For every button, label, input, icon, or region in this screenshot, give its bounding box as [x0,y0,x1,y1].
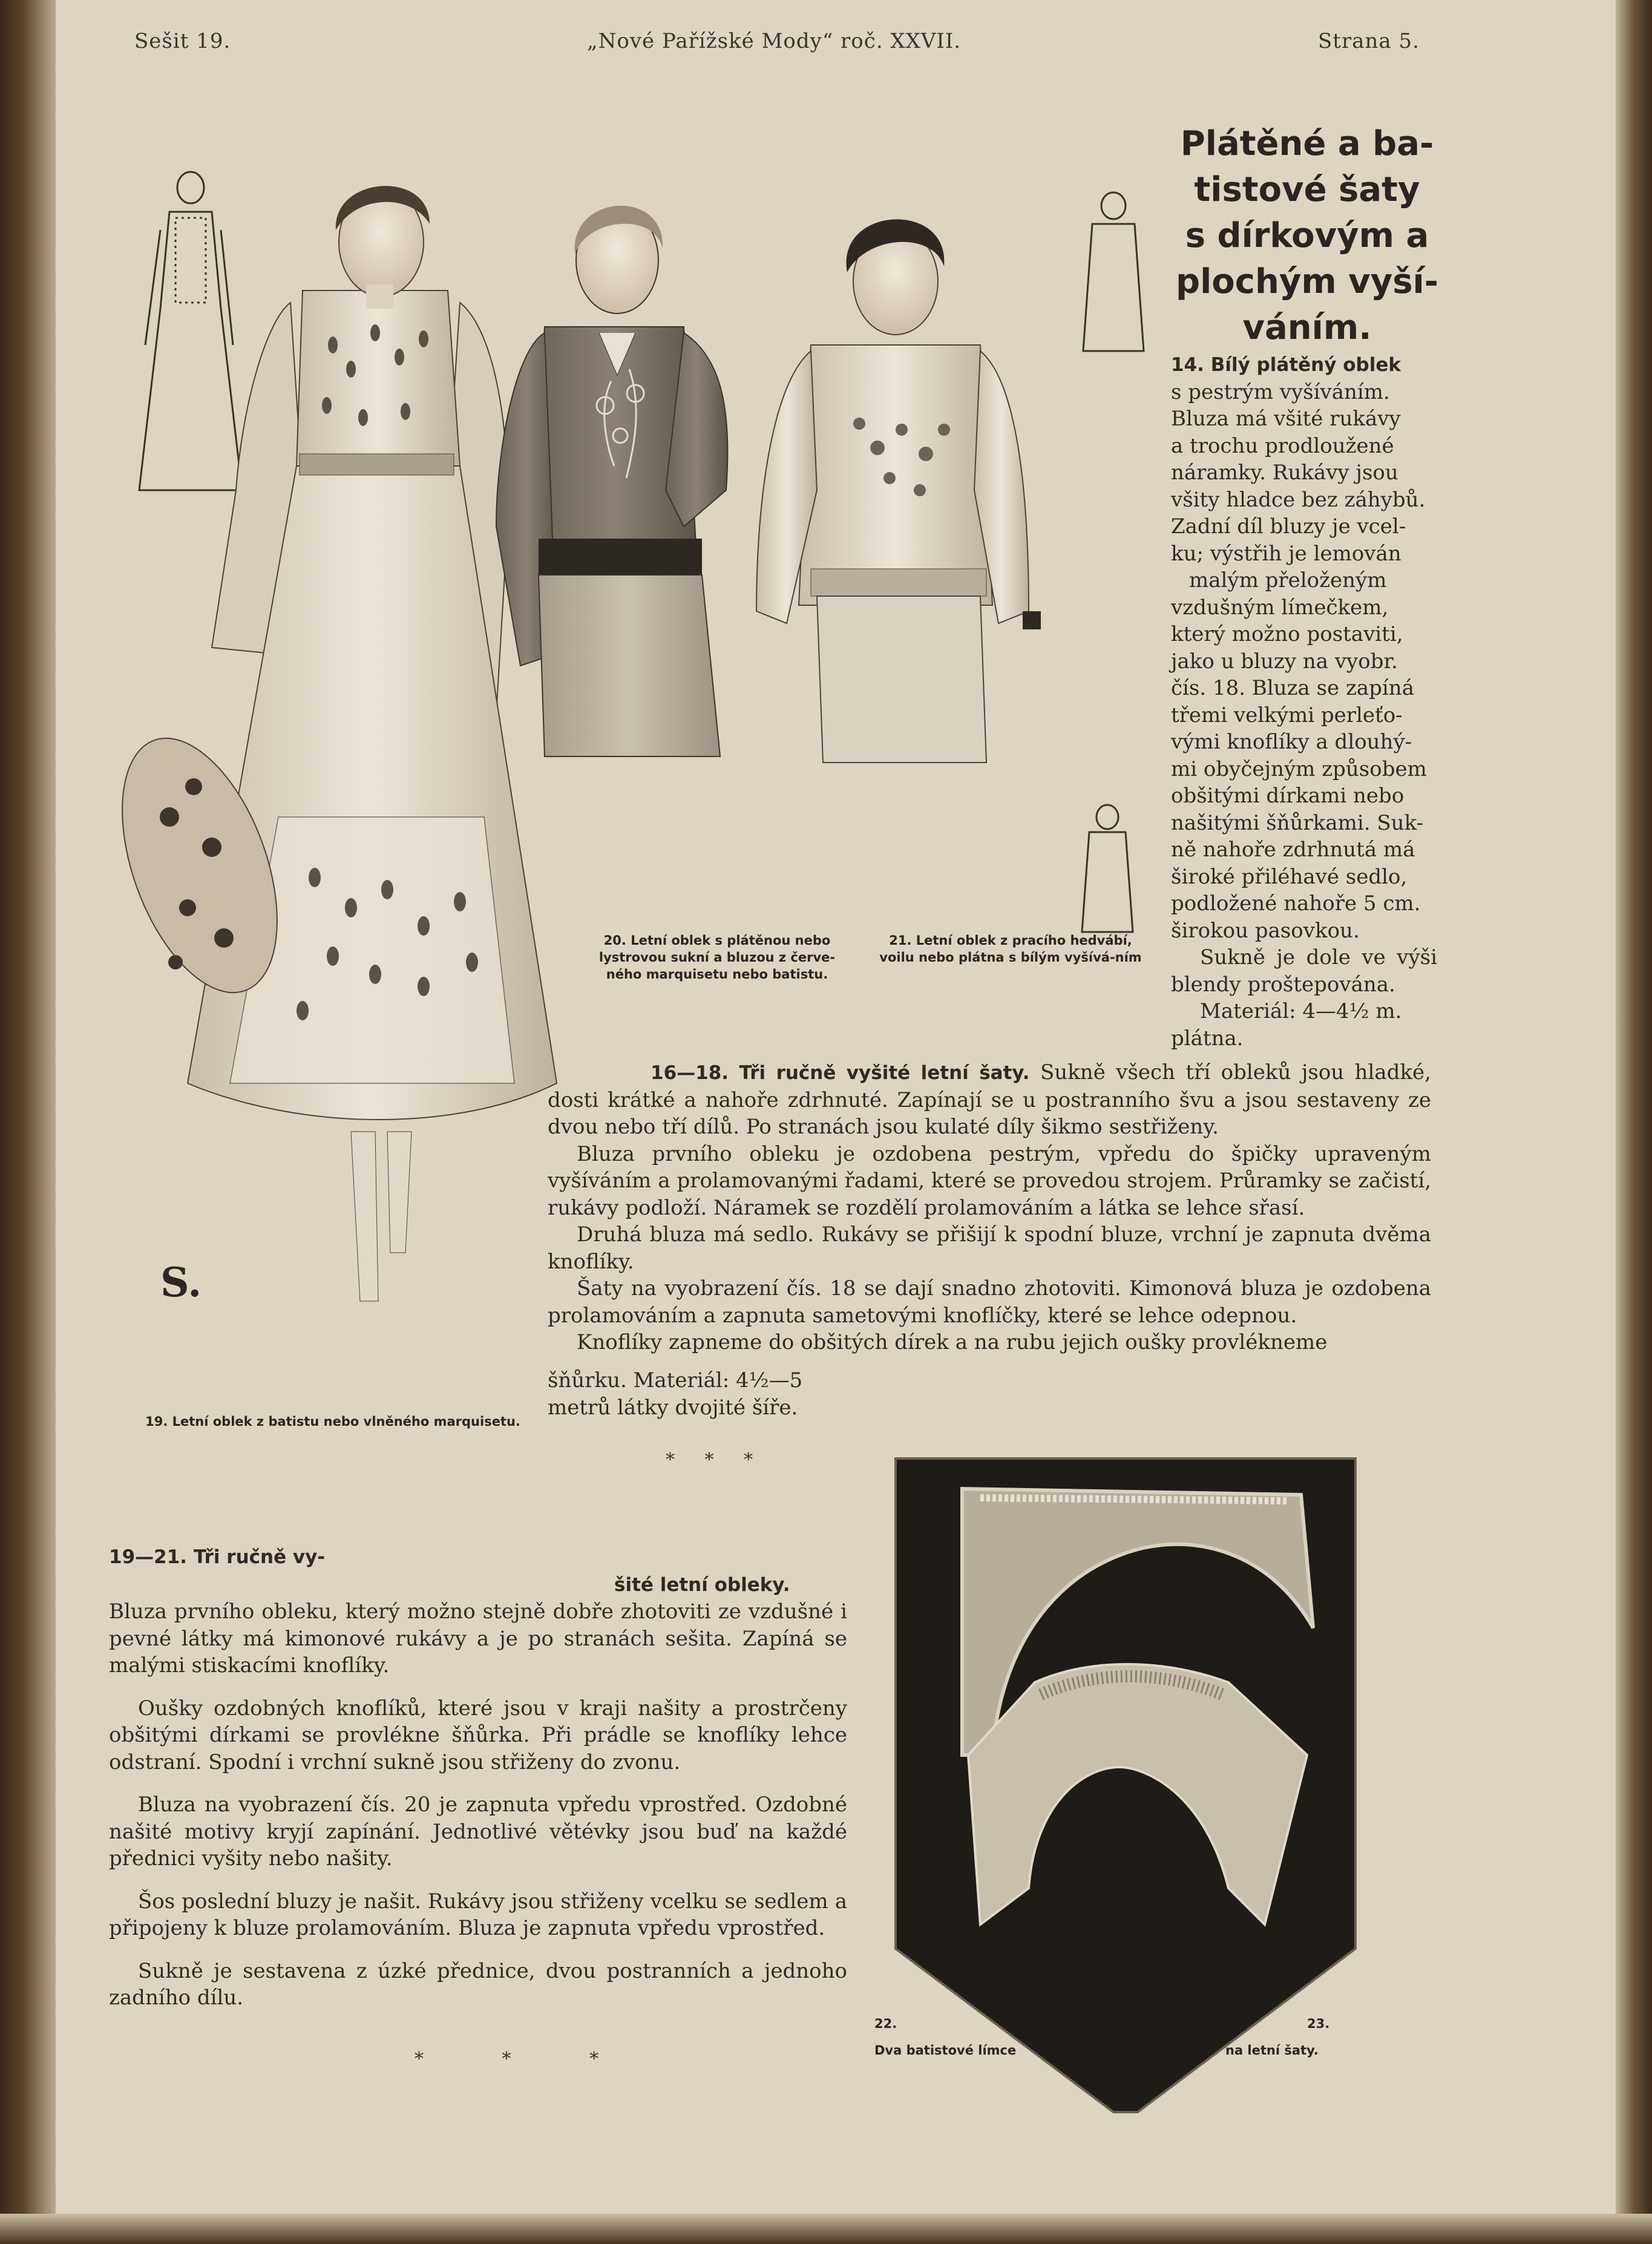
sec14-line: s pestrým vyšíváním. [1171,379,1390,404]
section-16-18 [548,1059,1431,1356]
separator-stars-bottom: * * * [415,2049,635,2070]
article-title: Plátěné a ba- tistové šaty s dírkovým a plochým vyší- váním. [1176,124,1438,347]
sec14-paragraph: Sukně je dole ve výši blendy proštepována. [1171,945,1437,997]
section-14-heading: 14. Bílý plátěný oblek [1171,354,1401,376]
section-16-heading: 16—18. Tři ručně vyšité letní šaty. [651,1062,1030,1084]
section-19-heading-1: 19—21. Tři ručně vy- [109,1546,326,1568]
sec19-p1: Bluza prvního obleku, který možno stejně dobře zhotoviti ze vzdušné i pevné látky má kimonové rukávy a je po stranách sešita. Zapíná se malými stiskacími knoflíky. [109,1599,847,1678]
caption-23-text: na letní šaty. [1225,2043,1319,2058]
sec14-line: třemi velkými perleťo- [1171,703,1403,727]
collar-photo-plate [890,1452,1362,2118]
sec19-p4: Šos poslední bluzy je našit. Rukávy jsou střiženy vcelku se sedlem a připojeny k bluze prolamováním. Bluza je zapnuta vpředu vprostřed. [109,1889,847,1940]
figure-21 [756,192,1144,932]
sec14-line: Zadní díl bluzy je vcel- [1171,514,1406,539]
sec14-line: malým přeloženým [1189,568,1387,592]
sec14-line: našitými šňůrkami. Suk- [1171,810,1424,835]
sec16-p4: Šaty na vyobrazení čís. 18 se dají snadno zhotoviti. Kimonová bluza je ozdobena prolamováním a zapnuta sametovými knoflíčky, které se lehce odepnou. [548,1276,1431,1328]
sec16-p5b: šňůrku. Materiál: 4½—5 [548,1368,803,1393]
caption-23-number: 23. [1307,2016,1330,2031]
header-page-number: Strana 5. [1318,29,1420,53]
sec14-line: všity hladce bez záhybů. [1171,487,1426,512]
separator-stars: * * * [666,1449,765,1471]
section-14 [1171,351,1437,1052]
header-issue: Sešit 19. [134,29,231,53]
sec14-line: mi obyčejným způsobem [1171,756,1427,781]
sec16-p5c: metrů látky dvojité šíře. [548,1395,798,1420]
sec14-material: Materiál: 4—4½ m. [1200,999,1402,1023]
caption-21: 21. Letní oblek z pracího hedvábí, voilu nebo plátna s bílým vyšívá-ním [879,933,1142,965]
figure-20 [496,206,727,756]
sec14-line: širokou pasovkou. [1171,918,1360,943]
sec14-line: ku; výstřih je lemován [1171,541,1401,566]
book-binding-left [0,0,56,2244]
sec14-line: široké přiléhavé sedlo, [1171,864,1408,889]
section-16-18-tail [548,1367,887,1421]
sec16-p1: Sukně všech tří obleků jsou hladké, dosti krátké a nahoře zdrhnuté. Zapínají se u postranního švu a jsou sestaveny ze dvou nebo tří dílů. Po stranách jsou kulaté díly šikmo sestřiženy. [548,1060,1431,1139]
sec16-p3: Druhá bluza má sedlo. Rukávy se přišijí k spodní bluze, vrchní je zapnuta dvěma knoflíky. [548,1222,1431,1274]
back-view-sketch-19 [139,172,242,490]
sec14-line: který možno postaviti, [1171,622,1403,646]
sec14-line: ně nahoře zdrhnutá má [1171,838,1415,862]
sec14-material-end: plátna. [1171,1026,1244,1051]
figure-19 [121,186,557,1301]
sec14-line: a trochu prodloužené [1171,433,1394,458]
caption-22-number: 22. [874,2016,897,2031]
page-edge-right [1616,0,1652,2244]
header-magazine: „Nové Pařížské Mody“ roč. XXVII. [587,29,962,53]
sec19-p3: Bluza na vyobrazení čís. 20 je zapnuta vpředu vprostřed. Ozdobné našité motivy kryjí zapínání. Jednotlivé větévky jsou buď na každé přednici vyšity nebo našity. [109,1793,847,1871]
page-edge-bottom [0,2214,1652,2244]
section-19-heading-2: šité letní obleky. [614,1573,790,1596]
sec16-p2: Bluza prvního obleku je ozdobena pestrým, vpředu do špičky upraveným vyšíváním a prolamovanými řadami, které se provedou strojem. Průramky se začistí, rukávy podloží. Náramek se rozdělí prolamováním a látka se lehce sřasí. [548,1141,1431,1220]
sec19-p2: Oušky ozdobných knoflíků, které jsou v kraji našity a prostrčeny obšitými dírkami se provlékne šňůrka. Při prádle se knoflíky lehce odstraní. Spodní i vrchní sukně jsou střiženy do zvonu. [109,1696,847,1774]
sec14-line: vými knoflíky a dlouhý- [1171,730,1412,754]
sec14-line: Bluza má všité rukávy [1171,407,1401,431]
sec16-p5a: Knoflíky zapneme do obšitých dírek a na rubu jejich oušky provlékneme [577,1330,1328,1354]
sec14-line: obšitými dírkami nebo [1171,784,1405,808]
sec14-line: podložené nahoře 5 cm. [1171,891,1421,916]
caption-20: 20. Letní oblek s plátěnou nebo lystrovou sukní a bluzou z červe-ného marquisetu nebo batistu. [598,933,836,982]
sec14-line: vzdušným límečkem, [1171,595,1389,620]
section-19-21 [109,1543,847,2012]
sec14-line: čís. 18. Bluza se zapíná [1171,676,1414,700]
sec14-line: jako u bluzy na vyobr. [1171,649,1398,674]
caption-22-text: Dva batistové límce [874,2043,1017,2058]
sec14-line: náramky. Rukávy jsou [1171,461,1398,485]
illustrator-monogram: S. [160,1259,202,1306]
sec19-p5: Sukně je sestavena z úzké přednice, dvou postranních a jednoho zadního dílu. [109,1958,847,2010]
caption-19: 19. Letní oblek z batistu nebo vlněného marquisetu. [145,1414,520,1429]
